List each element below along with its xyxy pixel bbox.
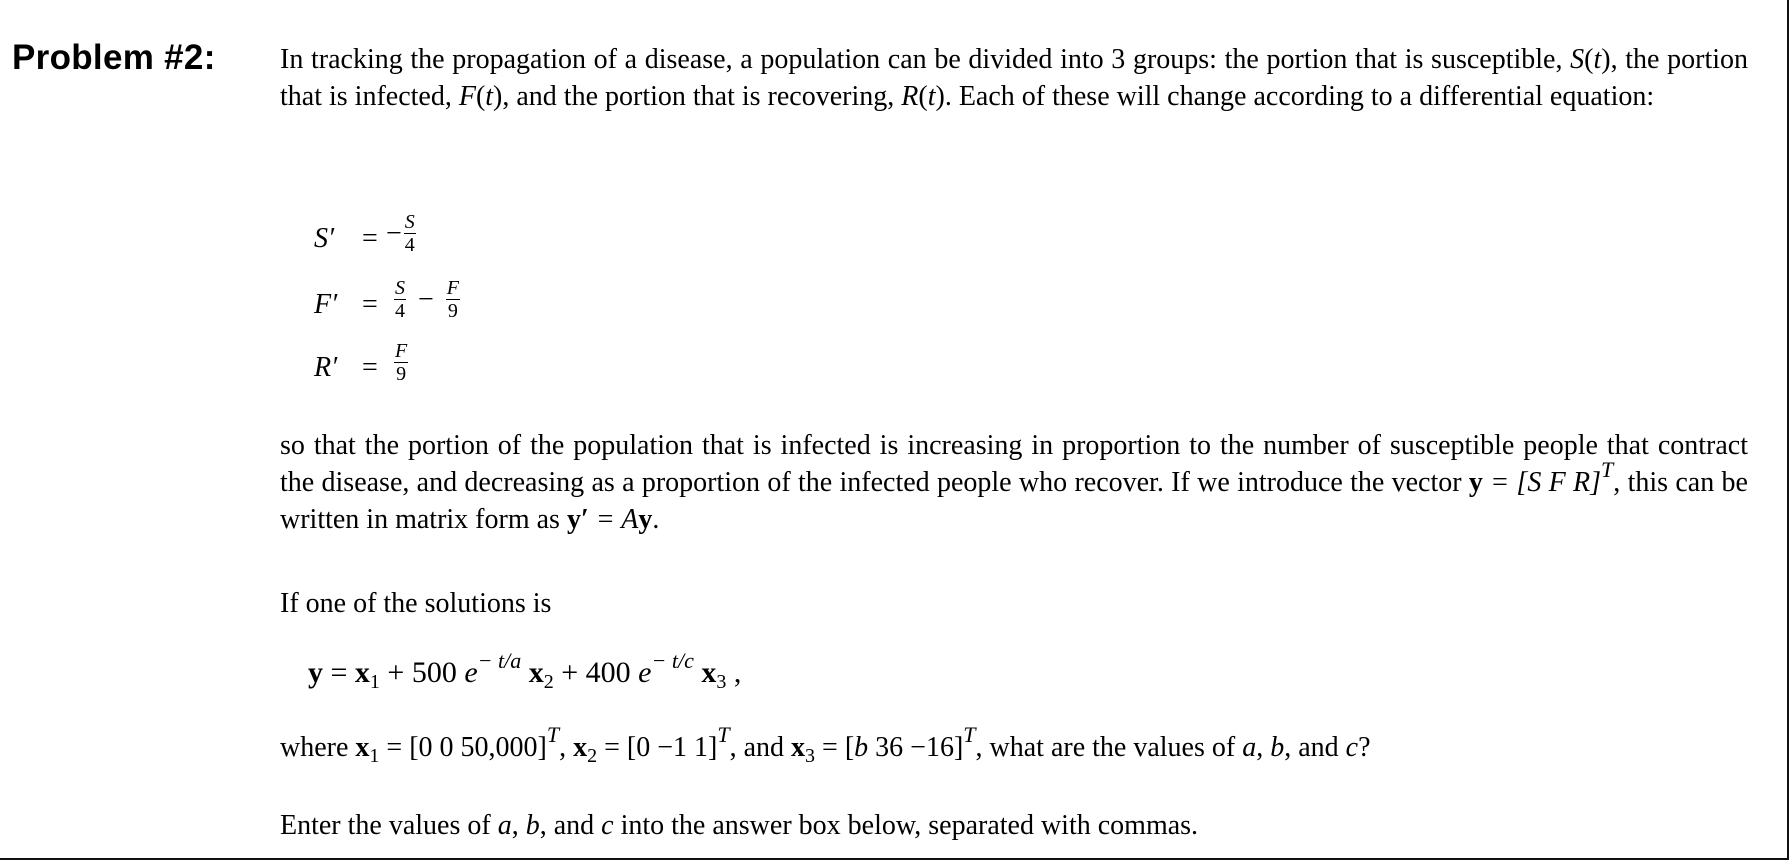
question-mark: ? [1358,732,1371,763]
fraction-denominator: 9 [396,363,407,385]
separator: , and [1284,732,1346,763]
var-S: S [1570,44,1585,75]
subscript: 3 [716,671,727,693]
var-R: R [901,81,919,112]
vector-x3-value-end: 36 −16] [868,732,964,763]
vector-y: y [1468,467,1483,498]
separator: , [1256,732,1271,763]
intro-text-3: , and the portion that is recovering, [502,81,902,112]
fraction-F-over-9 [394,340,408,385]
question-line [280,722,1371,767]
fraction-numerator: S [404,211,415,233]
explanation-text: so that the portion of the population that is infected is increasing in proportion to the number of susceptible people that contract the disease, and decreasing as a proportion of the infected people who recover. If we introduce the vector [280,430,1748,498]
explanation-text-2: , this can be written in matrix form as [280,467,1748,535]
separator: , and [729,732,792,763]
instruction-text-1: Enter the values of [280,810,498,841]
minus-sign: − [418,283,434,315]
minus-sign: − [386,217,402,249]
var-a: a [497,810,512,841]
fraction-denominator: 4 [395,300,405,322]
vector-y-prime: y′ [566,504,589,535]
fraction-denominator: 9 [447,300,458,322]
fraction-numerator: F [446,277,460,299]
var-t: t [485,81,494,112]
term-coefficient: + 500 [379,656,465,689]
transpose-mark: T [963,722,976,747]
transpose-mark: T [717,722,730,747]
var-b: b [525,810,540,841]
term-coefficient: + 400 [553,656,639,689]
solution-equation [308,648,742,693]
var-b: b [1270,732,1285,763]
separator: , [559,732,574,763]
comma: , [726,656,742,689]
subscript: 1 [369,671,380,693]
separator: , and [539,810,602,841]
fraction-denominator: 4 [404,234,415,256]
exp-base: e [638,656,652,689]
vector-x2: x [528,656,544,689]
period: . [652,504,660,535]
intro-text-4: . Each of these will change according to a differential equation: [944,81,1655,112]
fraction-S-over-4 [394,277,406,322]
transpose-mark: T [546,722,560,747]
vector-x3: x [701,656,717,689]
explanation-paragraph [280,427,1748,538]
fraction-numerator: S [395,277,405,299]
equation-S-lhs: S′ [314,223,335,254]
instruction-text-2: into the answer box below, separated with commas. [613,810,1199,841]
vector-x1: x [355,732,370,763]
subscript: 1 [369,745,380,767]
intro-text-2: , the portion that is infected, [280,44,1749,112]
exponent: − t/a [477,648,522,673]
subscript: 2 [587,745,598,767]
problem-label: Problem #2: [12,38,216,77]
vector-x1: x [354,656,370,689]
fraction-numerator: F [395,340,408,362]
where-text: where [280,732,356,763]
subscript: 3 [805,745,816,767]
equals-sign: = [362,352,378,383]
var-t: t [1593,44,1602,75]
vector-y: y [308,656,323,689]
vector-x3: x [791,732,806,763]
transpose-mark: T [1601,457,1614,482]
instruction-line [280,810,1198,842]
equation-F-lhs: F′ [314,289,338,320]
exp-base: e [464,656,478,689]
separator: , [511,810,526,841]
var-c: c [601,810,614,841]
equals-sign: = [362,289,378,320]
var-t: t [927,81,936,112]
equals-sign: = [323,656,355,689]
solution-intro: If one of the solutions is [280,588,552,619]
vector-x3-value-start: = [ [815,732,855,763]
var-F: F [458,81,476,112]
vector-definition: = [S F R] [1482,467,1602,498]
intro-paragraph: In tracking the propagation of a disease, a population can be divided into 3 groups: the portion that is susceptible, S(t), the portion that is infected, F(t), and the portion that is recovering, R(t). Each of these will change according to a differential equation: [280,44,1749,112]
vector-x1-value: = [0 0 50,000] [379,732,547,763]
exponent: − t/c [651,648,694,673]
var-a: a [1242,732,1257,763]
intro-text-1: In tracking the propagation of a disease, a population can be divided into 3 groups: the portion that is susceptible, [280,44,1571,75]
equation-R-lhs: R′ [314,352,338,383]
equals-sign: = [362,223,378,254]
fraction-S-over-4 [404,211,416,256]
var-c: c [1345,732,1359,763]
question-text: , what are the values of [975,732,1243,763]
var-b: b [854,732,869,763]
subscript: 2 [543,671,554,693]
vector-x2: x [573,732,588,763]
vector-y: y [638,504,653,535]
vector-x2-value: = [0 −1 1] [597,732,718,763]
fraction-F-over-9 [446,277,460,322]
matrix-A: = A [588,504,639,535]
